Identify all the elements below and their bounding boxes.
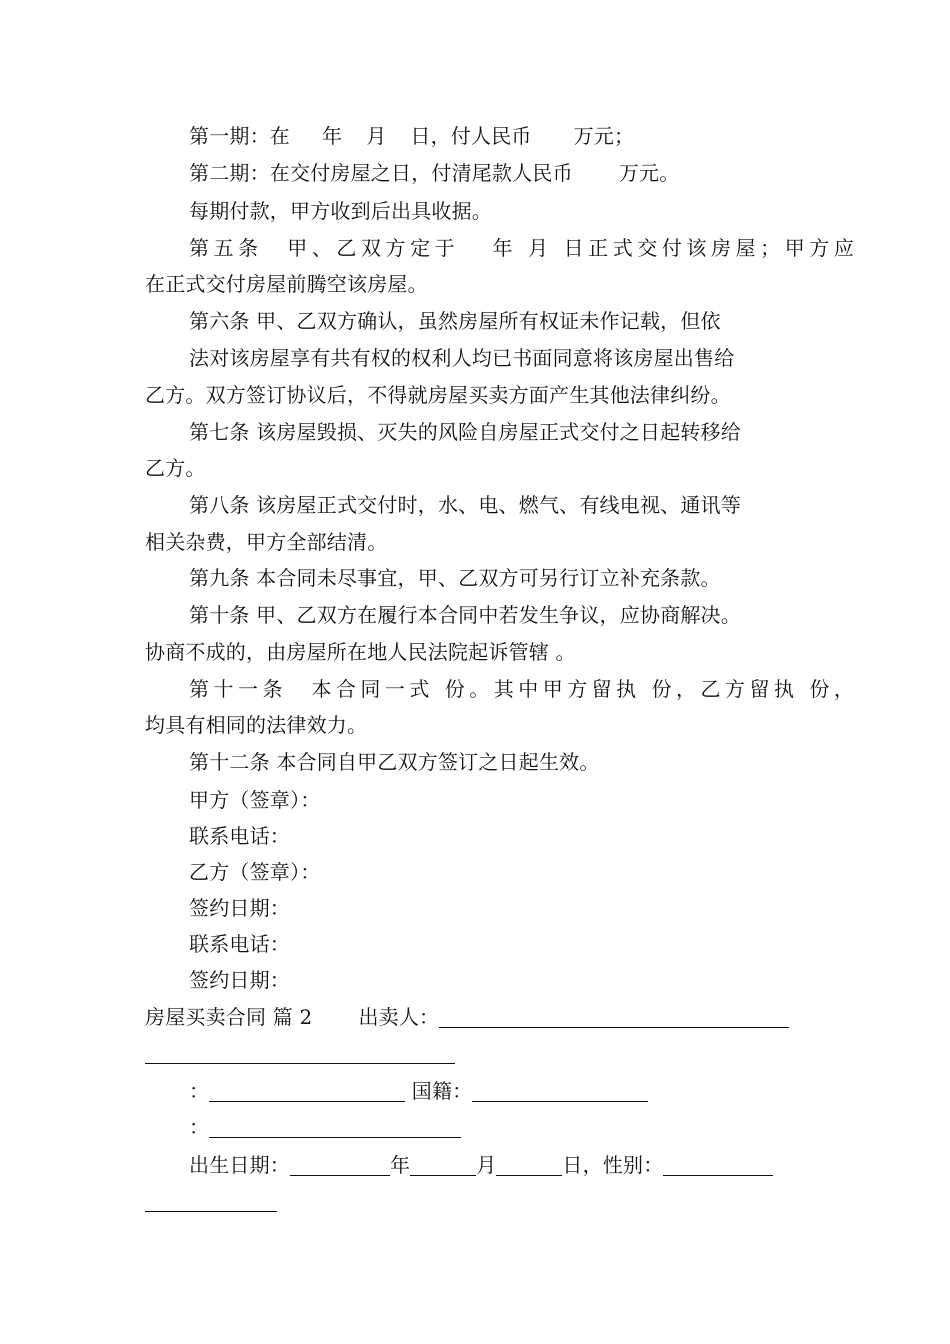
field-blank [209,1079,405,1102]
nationality-label: 国籍： [411,1079,473,1103]
article-10-line-1: 第十条 甲、乙双方在履行本合同中若发生争议，应协商解决。 [189,603,741,627]
text: 日，付人民币 [410,124,532,148]
article-9: 第九条 本合同未尽事宜，甲、乙双方可另行订立补充条款。 [189,566,721,590]
text: 万元。 [618,161,680,185]
day-blank [496,1153,562,1176]
contact-phone-2: 联系电话： [189,932,290,956]
article-6-line-3: 乙方。双方签订协议后，不得就房屋买卖方面产生其他法律纠纷。 [145,383,731,407]
section-title: 房屋买卖合同 篇 2 [145,1005,313,1029]
sign-date-2: 签约日期： [189,968,290,992]
text: 第一期：在 [189,124,290,148]
text: 月 [366,124,387,148]
article-8-line-2: 相关杂费，甲方全部结清。 [145,530,388,554]
text: 年 [322,124,343,148]
payment-phase-1 [145,121,854,151]
nationality-blank [472,1079,648,1102]
party-b-signature: 乙方（签章）： [189,860,321,884]
text: 第十一条 本合同一式 [189,677,434,701]
payment-phase-2 [145,158,854,188]
article-10-line-2: 协商不成的，由房屋所在地人民法院起诉管辖 。 [145,640,576,664]
section-2-heading [145,1002,810,1032]
field-label: ： [189,1079,210,1103]
article-6-line-1: 第六条 甲、乙双方确认，虽然房屋所有权证未作记载，但依 [189,309,721,333]
text: 份，乙方留执 [651,677,799,701]
year-blank [290,1153,390,1176]
receipt-clause: 每期付款，甲方收到后出具收据。 [189,199,492,223]
contact-phone-1: 联系电话： [189,824,290,848]
party-a-signature: 甲方（签章）： [189,788,321,812]
gender-label: 日，性别： [562,1153,664,1177]
field-blank [209,1115,461,1138]
month-label: 月 [476,1153,497,1177]
gender-blank-continued [145,1186,810,1216]
gender-blank-line [145,1189,277,1212]
text: 万元； [573,124,635,148]
year-label: 年 [390,1153,411,1177]
sign-date-1: 签约日期： [189,896,290,920]
text: 份， [809,677,855,701]
article-7-line-2: 乙方。 [145,456,206,480]
text: 年 [488,236,518,260]
seller-blank-line [145,1041,455,1064]
seller-birth-row [145,1150,854,1180]
month-blank [410,1153,476,1176]
text: 日正式交付该房屋；甲方应 [563,236,855,260]
field-label: ： [189,1115,210,1139]
seller-label: 出卖人： [358,1005,440,1029]
seller-nationality-row [145,1076,854,1106]
text: 月 [528,236,553,260]
text: 第五条 甲、乙双方定于 [189,236,460,260]
article-11-line-1 [145,674,854,704]
text: 第二期：在交付房屋之日，付清尾款人民币 [189,161,573,185]
article-7-line-1: 第七条 该房屋毁损、灭失的风险自房屋正式交付之日起转移给 [189,420,741,444]
article-8-line-1: 第八条 该房屋正式交付时，水、电、燃气、有线电视、通讯等 [189,493,741,517]
article-5-line-2: 在正式交付房屋前腾空该房屋。 [145,272,428,296]
seller-blank-continued [145,1038,810,1068]
article-5-line-1 [145,233,854,263]
article-12: 第十二条 本合同自甲乙双方签订之日起生效。 [189,750,600,774]
gender-blank [663,1153,773,1176]
seller-id-row [145,1112,854,1142]
text: 份。其中甲方留执 [444,677,641,701]
article-11-line-2: 均具有相同的法律效力。 [145,713,368,737]
seller-blank [439,1005,789,1028]
article-6-line-2: 法对该房屋享有共有权的权利人均已书面同意将该房屋出售给 [189,346,735,370]
birth-label: 出生日期： [189,1153,290,1177]
